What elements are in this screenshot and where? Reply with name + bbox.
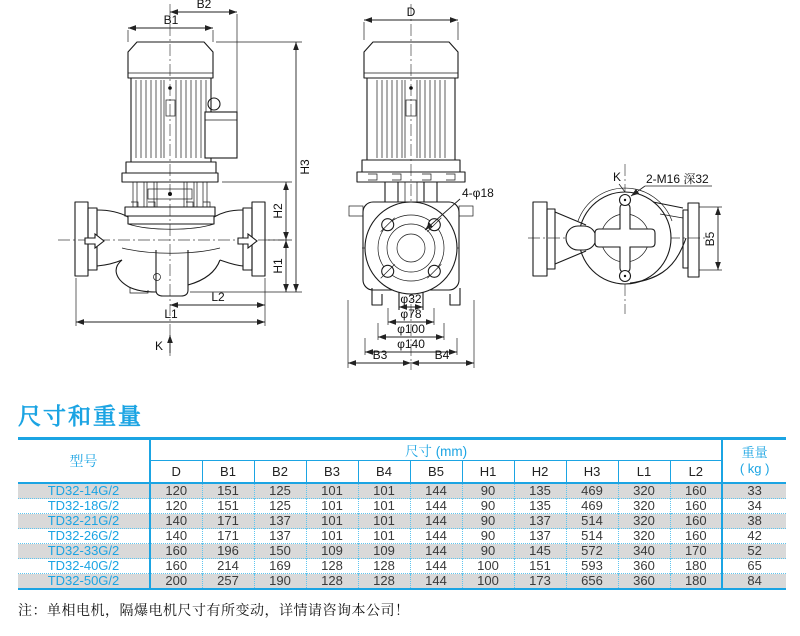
dim-cell: 144: [410, 559, 462, 574]
dim-cell: 160: [670, 514, 722, 529]
dim-cell: 257: [202, 574, 254, 590]
dim-cell: 135: [514, 499, 566, 514]
dim-cell: 593: [566, 559, 618, 574]
table-header-row-1: [18, 439, 786, 461]
dim-cell: 101: [306, 514, 358, 529]
dim-cell: 101: [306, 499, 358, 514]
table-row: [18, 483, 786, 499]
dim-label-l1: L1: [164, 307, 178, 321]
dim-label-bolt-holes: 4-φ18: [462, 186, 494, 200]
dim-cell: 169: [254, 559, 306, 574]
dim-label-k-front: K: [154, 339, 163, 353]
dim-cell: 137: [254, 514, 306, 529]
dim-cell: 514: [566, 529, 618, 544]
dim-label-b2: B2: [196, 0, 212, 11]
dim-cell: 100: [462, 574, 514, 590]
dim-cell: 128: [306, 559, 358, 574]
dim-cell: 90: [462, 483, 514, 499]
dim-cell: 180: [670, 559, 722, 574]
suction-flange-face: [365, 202, 457, 294]
dim-cell: 100: [462, 559, 514, 574]
motor-front: [126, 42, 237, 173]
dim-cell: 128: [358, 559, 410, 574]
col-header-H2: H2: [514, 461, 566, 484]
lifting-eyebolt: [208, 98, 220, 110]
dim-cell: 144: [410, 483, 462, 499]
dim-cell: 514: [566, 514, 618, 529]
dim-label-d: D: [406, 5, 416, 19]
model-cell: TD32-18G/2: [18, 499, 150, 514]
dim-cell: 101: [306, 529, 358, 544]
dim-cell: 469: [566, 483, 618, 499]
dim-cell: 101: [358, 499, 410, 514]
dim-cell: 101: [358, 514, 410, 529]
dim-cell: 196: [202, 544, 254, 559]
table-row: [18, 574, 786, 590]
dim-cell: 144: [410, 544, 462, 559]
flow-arrow-out: [238, 234, 257, 248]
dim-cell: 320: [618, 499, 670, 514]
dim-cell: 144: [410, 514, 462, 529]
dim-label-l2: L2: [211, 290, 225, 304]
suction-pipe-cap: [566, 226, 596, 250]
section-title: 尺寸和重量: [18, 403, 143, 429]
dim-cell: 572: [566, 544, 618, 559]
dim-cell: 109: [306, 544, 358, 559]
dim-cell: 120: [150, 499, 202, 514]
dim-cell: 125: [254, 499, 306, 514]
dim-cell: 160: [670, 529, 722, 544]
top-view: [528, 164, 722, 314]
front-view: [58, 0, 312, 356]
dim-label-b4: B4: [434, 348, 450, 362]
dim-label-dia100: φ100: [397, 322, 425, 336]
dim-cell: 214: [202, 559, 254, 574]
col-header-B4: B4: [358, 461, 410, 484]
col-header-B3: B3: [306, 461, 358, 484]
dim-cell: 320: [618, 483, 670, 499]
dim-label-k-top: K: [612, 170, 622, 184]
dim-label-h1: H1: [271, 258, 285, 274]
dim-label-b5: B5: [703, 231, 717, 247]
suction-flange-top: [533, 202, 547, 276]
dim-cell: 140: [150, 529, 202, 544]
dim-cell: 320: [618, 514, 670, 529]
weight-cell: 52: [722, 544, 786, 559]
col-header-B5: B5: [410, 461, 462, 484]
dimensions-weight-table: [18, 437, 786, 590]
table-row: [18, 544, 786, 559]
weight-cell: 42: [722, 529, 786, 544]
weight-cell: 65: [722, 559, 786, 574]
dim-cell: 320: [618, 529, 670, 544]
dim-label-dia140: φ140: [397, 337, 425, 351]
dim-cell: 171: [202, 529, 254, 544]
front-view-dimensions: [76, 0, 312, 353]
dim-cell: 137: [514, 514, 566, 529]
col-header-D: D: [150, 461, 202, 484]
dim-cell: 180: [670, 574, 722, 590]
table-row: [18, 529, 786, 544]
dim-label-dia78: φ78: [400, 307, 422, 321]
dim-cell: 340: [618, 544, 670, 559]
dim-cell: 190: [254, 574, 306, 590]
dim-cell: 137: [514, 529, 566, 544]
dim-cell: 125: [254, 483, 306, 499]
weight-cell: 38: [722, 514, 786, 529]
dim-cell: 151: [514, 559, 566, 574]
dim-cell: 200: [150, 574, 202, 590]
dim-cell: 170: [670, 544, 722, 559]
col-header-L1: L1: [618, 461, 670, 484]
dim-cell: 109: [358, 544, 410, 559]
footnote: 注：单相电机，隔爆电机尺寸有所变动，详情请咨询本公司！: [18, 602, 410, 618]
dim-cell: 160: [150, 544, 202, 559]
dim-cell: 360: [618, 574, 670, 590]
col-header-B1: B1: [202, 461, 254, 484]
dim-label-h2: H2: [271, 203, 285, 219]
dim-cell: 137: [254, 529, 306, 544]
dim-cell: 120: [150, 483, 202, 499]
model-cell: TD32-50G/2: [18, 574, 150, 590]
dim-cell: 140: [150, 514, 202, 529]
weight-header-line2: ( kg ): [739, 461, 770, 476]
side-view: [348, 4, 494, 370]
discharge-flange-top: [688, 203, 699, 277]
dim-cell: 101: [358, 529, 410, 544]
dim-cell: 128: [306, 574, 358, 590]
dim-cell: 150: [254, 544, 306, 559]
dim-label-b1: B1: [163, 13, 179, 27]
dim-label-dia32: φ32: [400, 292, 422, 306]
table-row: [18, 514, 786, 529]
col-header-L2: L2: [670, 461, 722, 484]
dim-cell: 160: [670, 483, 722, 499]
weight-cell: 84: [722, 574, 786, 590]
col-header-weight: [722, 439, 786, 484]
model-cell: TD32-21G/2: [18, 514, 150, 529]
dim-label-b3: B3: [372, 348, 388, 362]
model-cell: TD32-26G/2: [18, 529, 150, 544]
dim-cell: 144: [410, 499, 462, 514]
dim-cell: 151: [202, 483, 254, 499]
table-row: [18, 559, 786, 574]
dim-cell: 173: [514, 574, 566, 590]
col-header-model: 型号: [18, 439, 150, 484]
dim-cell: 135: [514, 483, 566, 499]
dim-cell: 145: [514, 544, 566, 559]
weight-header-line1: 重量: [741, 445, 768, 461]
dim-cell: 656: [566, 574, 618, 590]
dim-label-h3: H3: [298, 159, 312, 175]
dim-cell: 151: [202, 499, 254, 514]
col-header-H1: H1: [462, 461, 514, 484]
dim-cell: 101: [306, 483, 358, 499]
table-row: [18, 499, 786, 514]
model-cell: TD32-40G/2: [18, 559, 150, 574]
drain-plug: [154, 274, 161, 281]
dim-cell: 160: [670, 499, 722, 514]
dim-cell: 360: [618, 559, 670, 574]
dim-label-tapped-holes: 2-M16 深32: [646, 172, 709, 186]
weight-cell: 34: [722, 499, 786, 514]
dim-cell: 90: [462, 529, 514, 544]
pump-top-outline: [533, 188, 699, 284]
dim-cell: 469: [566, 499, 618, 514]
pump-body-side: [349, 182, 473, 310]
model-cell: TD32-14G/2: [18, 483, 150, 499]
dim-cell: 101: [358, 483, 410, 499]
dim-cell: 144: [410, 529, 462, 544]
dim-cell: 90: [462, 544, 514, 559]
col-header-B2: B2: [254, 461, 306, 484]
dim-cell: 90: [462, 499, 514, 514]
side-view-dimensions: [348, 5, 494, 368]
dim-cell: 144: [410, 574, 462, 590]
model-cell: TD32-33G/2: [18, 544, 150, 559]
dim-cell: 90: [462, 514, 514, 529]
dim-cell: 171: [202, 514, 254, 529]
col-header-dims-group: 尺寸 (mm): [150, 439, 722, 461]
dim-cell: 128: [358, 574, 410, 590]
weight-cell: 33: [722, 483, 786, 499]
col-header-H3: H3: [566, 461, 618, 484]
dim-cell: 160: [150, 559, 202, 574]
terminal-box: [205, 112, 237, 158]
